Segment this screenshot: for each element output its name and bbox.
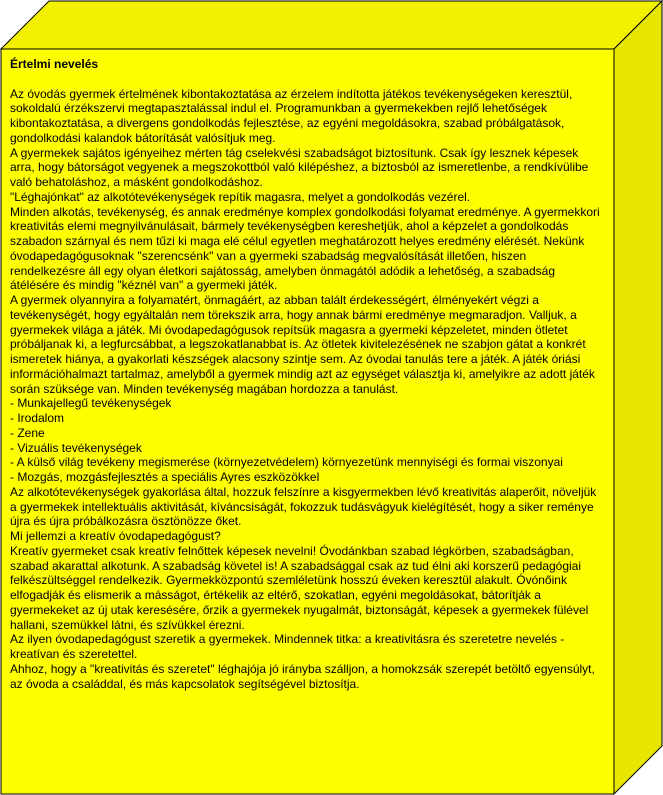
question-heading: Mi jellemzi a kreatív óvodapedagógust? [10,529,221,543]
box-side-face [614,1,662,794]
paragraph: Az ilyen óvodapedagógust szeretik a gyermekek. Mindennek titka: a kreativitásra és szeretetre nevelés - kreatívan és szeretettel. [10,632,565,661]
document-content [10,57,604,691]
paragraph: Ahhoz, hogy a "kreativitás és szeretet" léghajója jó irányba szálljon, a homokzsák szerepét betöltő egyensúlyt, az óvoda a családdal, és más kapcsolatok segítségével biztosítja. [10,661,595,691]
paragraph: A gyermekek sajátos igényeihez mérten tág cselekvési szabadságot biztosítunk. Csak így lesznek képesek arra, hogy bátorságot vegyenek a megszokottból való kilépéshez, a biztosból az ismeretlenbe, a rendkívülibe való behatoláshoz, a másként gondolkodáshoz. [10,145,589,189]
box-top-face [1,1,662,49]
paragraph: Az alkotótevékenységek gyakorlása által, hozzuk felszínre a kisgyermekben lévő kreativitás alaperőit, növeljük a gyermekek intellektuális aktivitását, kíváncsiságát, fokozzuk tudásvágyuk kielégítését, hogy a siker reménye újra és újra próbálkozásra ösztönözze őket. [10,484,597,529]
list-item: - Vizuális tevékenységek [10,440,142,455]
list-item: - Zene [10,425,45,440]
paragraph: "Léghajónkat" az alkotótevékenységek repítik magasra, melyet a gondolkodás vezérel. [10,189,471,204]
list-item: - Munkajellegű tevékenységek [10,396,172,411]
list-item: - Irodalom [10,411,65,425]
document-title: Értelmi nevelés [10,57,99,71]
list-item: - Mozgás, mozgásfejlesztés a speciális Ayres eszközökkel [10,470,320,484]
paragraph: Minden alkotás, tevékenység, és annak eredménye komplex gondolkodási folyamat eredménye. A gyermekkori kreativitás elemi megnyilvánulásait, bármely tevékenységben kereshetjük, ahol a képzelet a gondolkodás szabadon szárnyal és nem tűzi ki maga elé célul egyetlen meghatározott helyes eredmény elérését. Nekünk óvodapedagógusoknak "szerencsénk" van a gyermeki szabadság megvalósítását illetően, hiszen rendelkezésre áll egy olyan életkori sajátosság, amelyben önmagától adódik a lehetőség, a szabadság átélésére és mindig "kéznél van" a gyermeki játék. [10,204,600,293]
paragraph: A gyermek olyannyira a folyamatért, önmagáért, az abban talált érdekességért, élményekért végzi a tevékenységét, hogy egyáltalán nem törekszik arra, hogy annak bármi eredménye megmaradjon. Valljuk, a gyermekek világa a játék. Mi óvodapedagógusok repítsük magasra a gyermeki képzeletet, minden ötletet próbáljanak ki, a legfurcsábbat, a legszokatlanabbat is. Az ötletek kivitelezésének ne szabjon gátat a konkrét ismeretek hiánya, a gyakorlati készségek alacsony szintje sem. Az óvodai tanulás tere a játék. A játék óriási információhalmazt tartalmaz, amelyből a gyermek mindig azt az egységet választja ki, amelyikre az adott játék során szüksége van. Minden tevékenység magában hordozza a tanulást. [10,293,595,396]
paragraph: Kreatív gyermeket csak kreatív felnőttek képesek nevelni! Óvodánkban szabad légkörben, szabadságban, szabad akarattal alkotunk. A szabadság követel is! A szabadsággal csak az tud élni aki korszerű pedagógiai felkészültséggel rendelkezik. Gyermekközpontú szemléletünk hosszú éveken keresztül alakult. Óvónőink elfogadják és elismerik a másságot, értékelik az eltérő, szokatlan, egyéni megoldásokat, bátorítják a gyermekeket az új utak keresésére, őrzik a gyermekek nyugalmát, biztonságát, képesek a gyermekek fülével hallani, szemükkel látni, és szívükkel érezni. [10,543,589,632]
paragraph: Az óvodás gyermek értelmének kibontakoztatása az érzelem indította játékos tevékenységeken keresztül, sokoldalú érzékszervi megtapasztalással indul el. Programunkban a gyermekekben rejlő lehetőségek kibontakoztatása, a divergens gondolkodás fejlesztése, az egyéni megoldásokra, szabad próbálgatások, gondolkodási kalandok bátorítását valósítjuk meg. [10,86,573,145]
list-item: - A külső világ tevékeny megismerése (környezetvédelem) környezetünk mennyiségi és formai viszonyai [10,455,563,470]
